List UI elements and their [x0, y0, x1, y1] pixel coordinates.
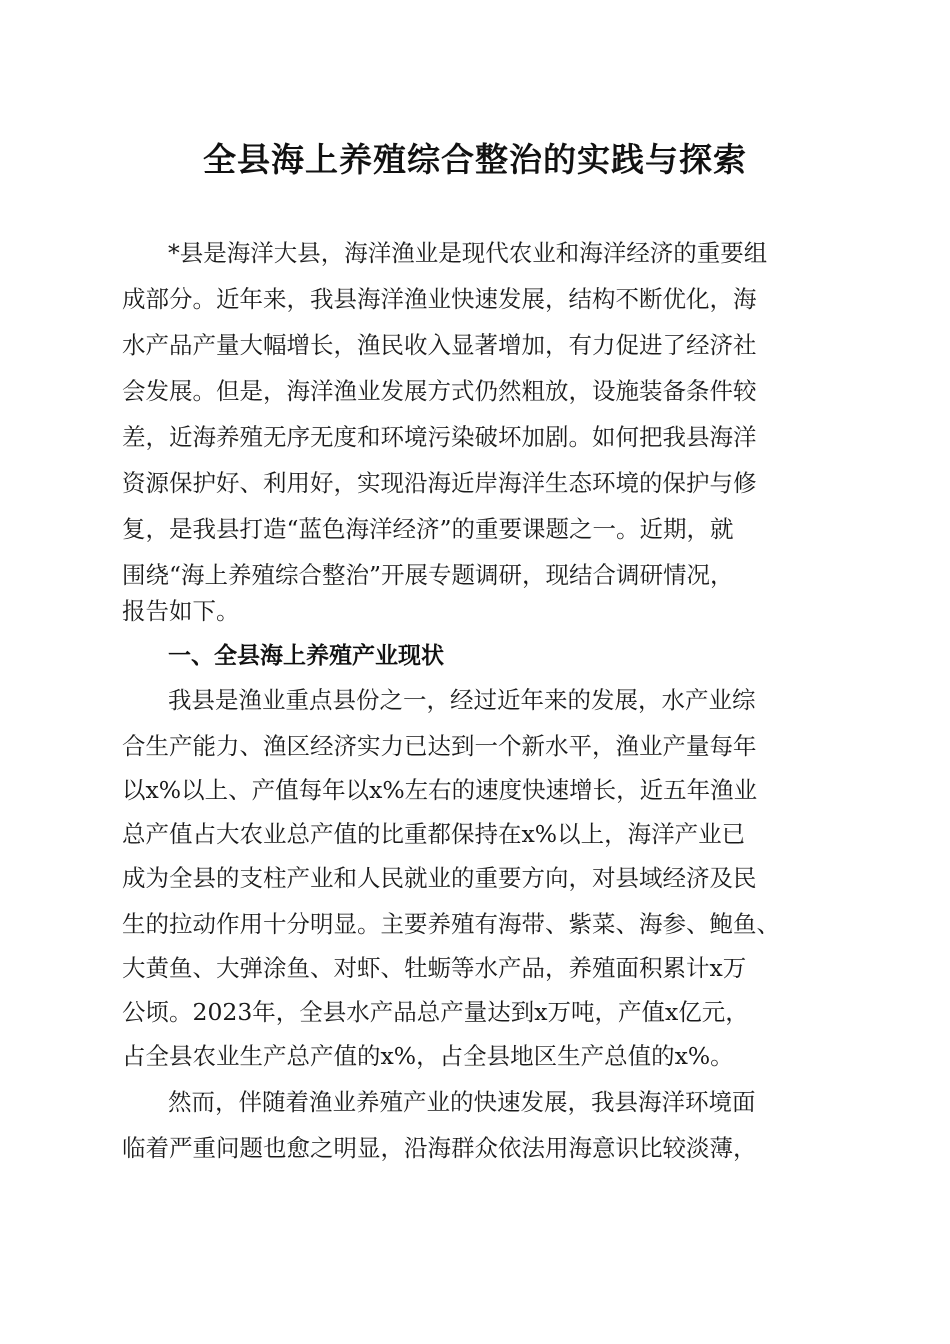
- section-paragraph-line: 总产值占大农业总产值的比重都保持在x%以上，海洋产业已: [122, 820, 746, 848]
- intro-paragraph-line: 差，近海养殖无序无度和环境污染破坏加剧。如何把我县海洋: [122, 423, 757, 451]
- section-paragraph-line: 大黄鱼、大弹涂鱼、对虾、牡蛎等水产品，养殖面积累计x万: [122, 954, 747, 982]
- section-paragraph-line: 占全县农业生产总产值的x%，占全县地区生产总值的x%。: [122, 1042, 734, 1070]
- intro-paragraph-line: 复，是我县打造“蓝色海洋经济”的重要课题之一。近期，就: [122, 515, 734, 543]
- document-title: 全县海上养殖综合整治的实践与探索: [203, 140, 747, 179]
- intro-paragraph-line: *县是海洋大县，海洋渔业是现代农业和海洋经济的重要组: [168, 239, 768, 267]
- section-paragraph-line: 以x%以上、产值每年以x%左右的速度快速增长，近五年渔业: [122, 776, 758, 804]
- section-paragraph-line: 成为全县的支柱产业和人民就业的重要方向，对县域经济及民: [122, 864, 757, 892]
- intro-paragraph-line: 资源保护好、利用好，实现沿海近岸海洋生态环境的保护与修: [122, 469, 757, 497]
- section-heading: 一、全县海上养殖产业现状: [168, 643, 444, 669]
- section-paragraph-line: 然而，伴随着渔业养殖产业的快速发展，我县海洋环境面: [168, 1088, 756, 1116]
- section-paragraph-line: 生的拉动作用十分明显。主要养殖有海带、紫菜、海参、鲍鱼、: [122, 910, 780, 938]
- intro-paragraph-line: 水产品产量大幅增长，渔民收入显著增加，有力促进了经济社: [122, 331, 757, 359]
- intro-paragraph-line: 会发展。但是，海洋渔业发展方式仍然粗放，设施装备条件较: [122, 377, 757, 405]
- section-paragraph-line: 我县是渔业重点县份之一，经过近年来的发展，水产业综: [168, 686, 756, 714]
- section-paragraph-line: 合生产能力、渔区经济实力已达到一个新水平，渔业产量每年: [122, 732, 757, 760]
- intro-paragraph-line: 报告如下。: [122, 597, 240, 625]
- section-paragraph-line: 临着严重问题也愈之明显，沿海群众依法用海意识比较淡薄，: [122, 1134, 757, 1162]
- section-paragraph-line: 公顷。2023年，全县水产品总产量达到x万吨，产值x亿元，: [122, 998, 749, 1026]
- intro-paragraph-line: 成部分。近年来，我县海洋渔业快速发展，结构不断优化，海: [122, 285, 757, 313]
- intro-paragraph-line: 围绕“海上养殖综合整治”开展专题调研，现结合调研情况，: [122, 561, 734, 589]
